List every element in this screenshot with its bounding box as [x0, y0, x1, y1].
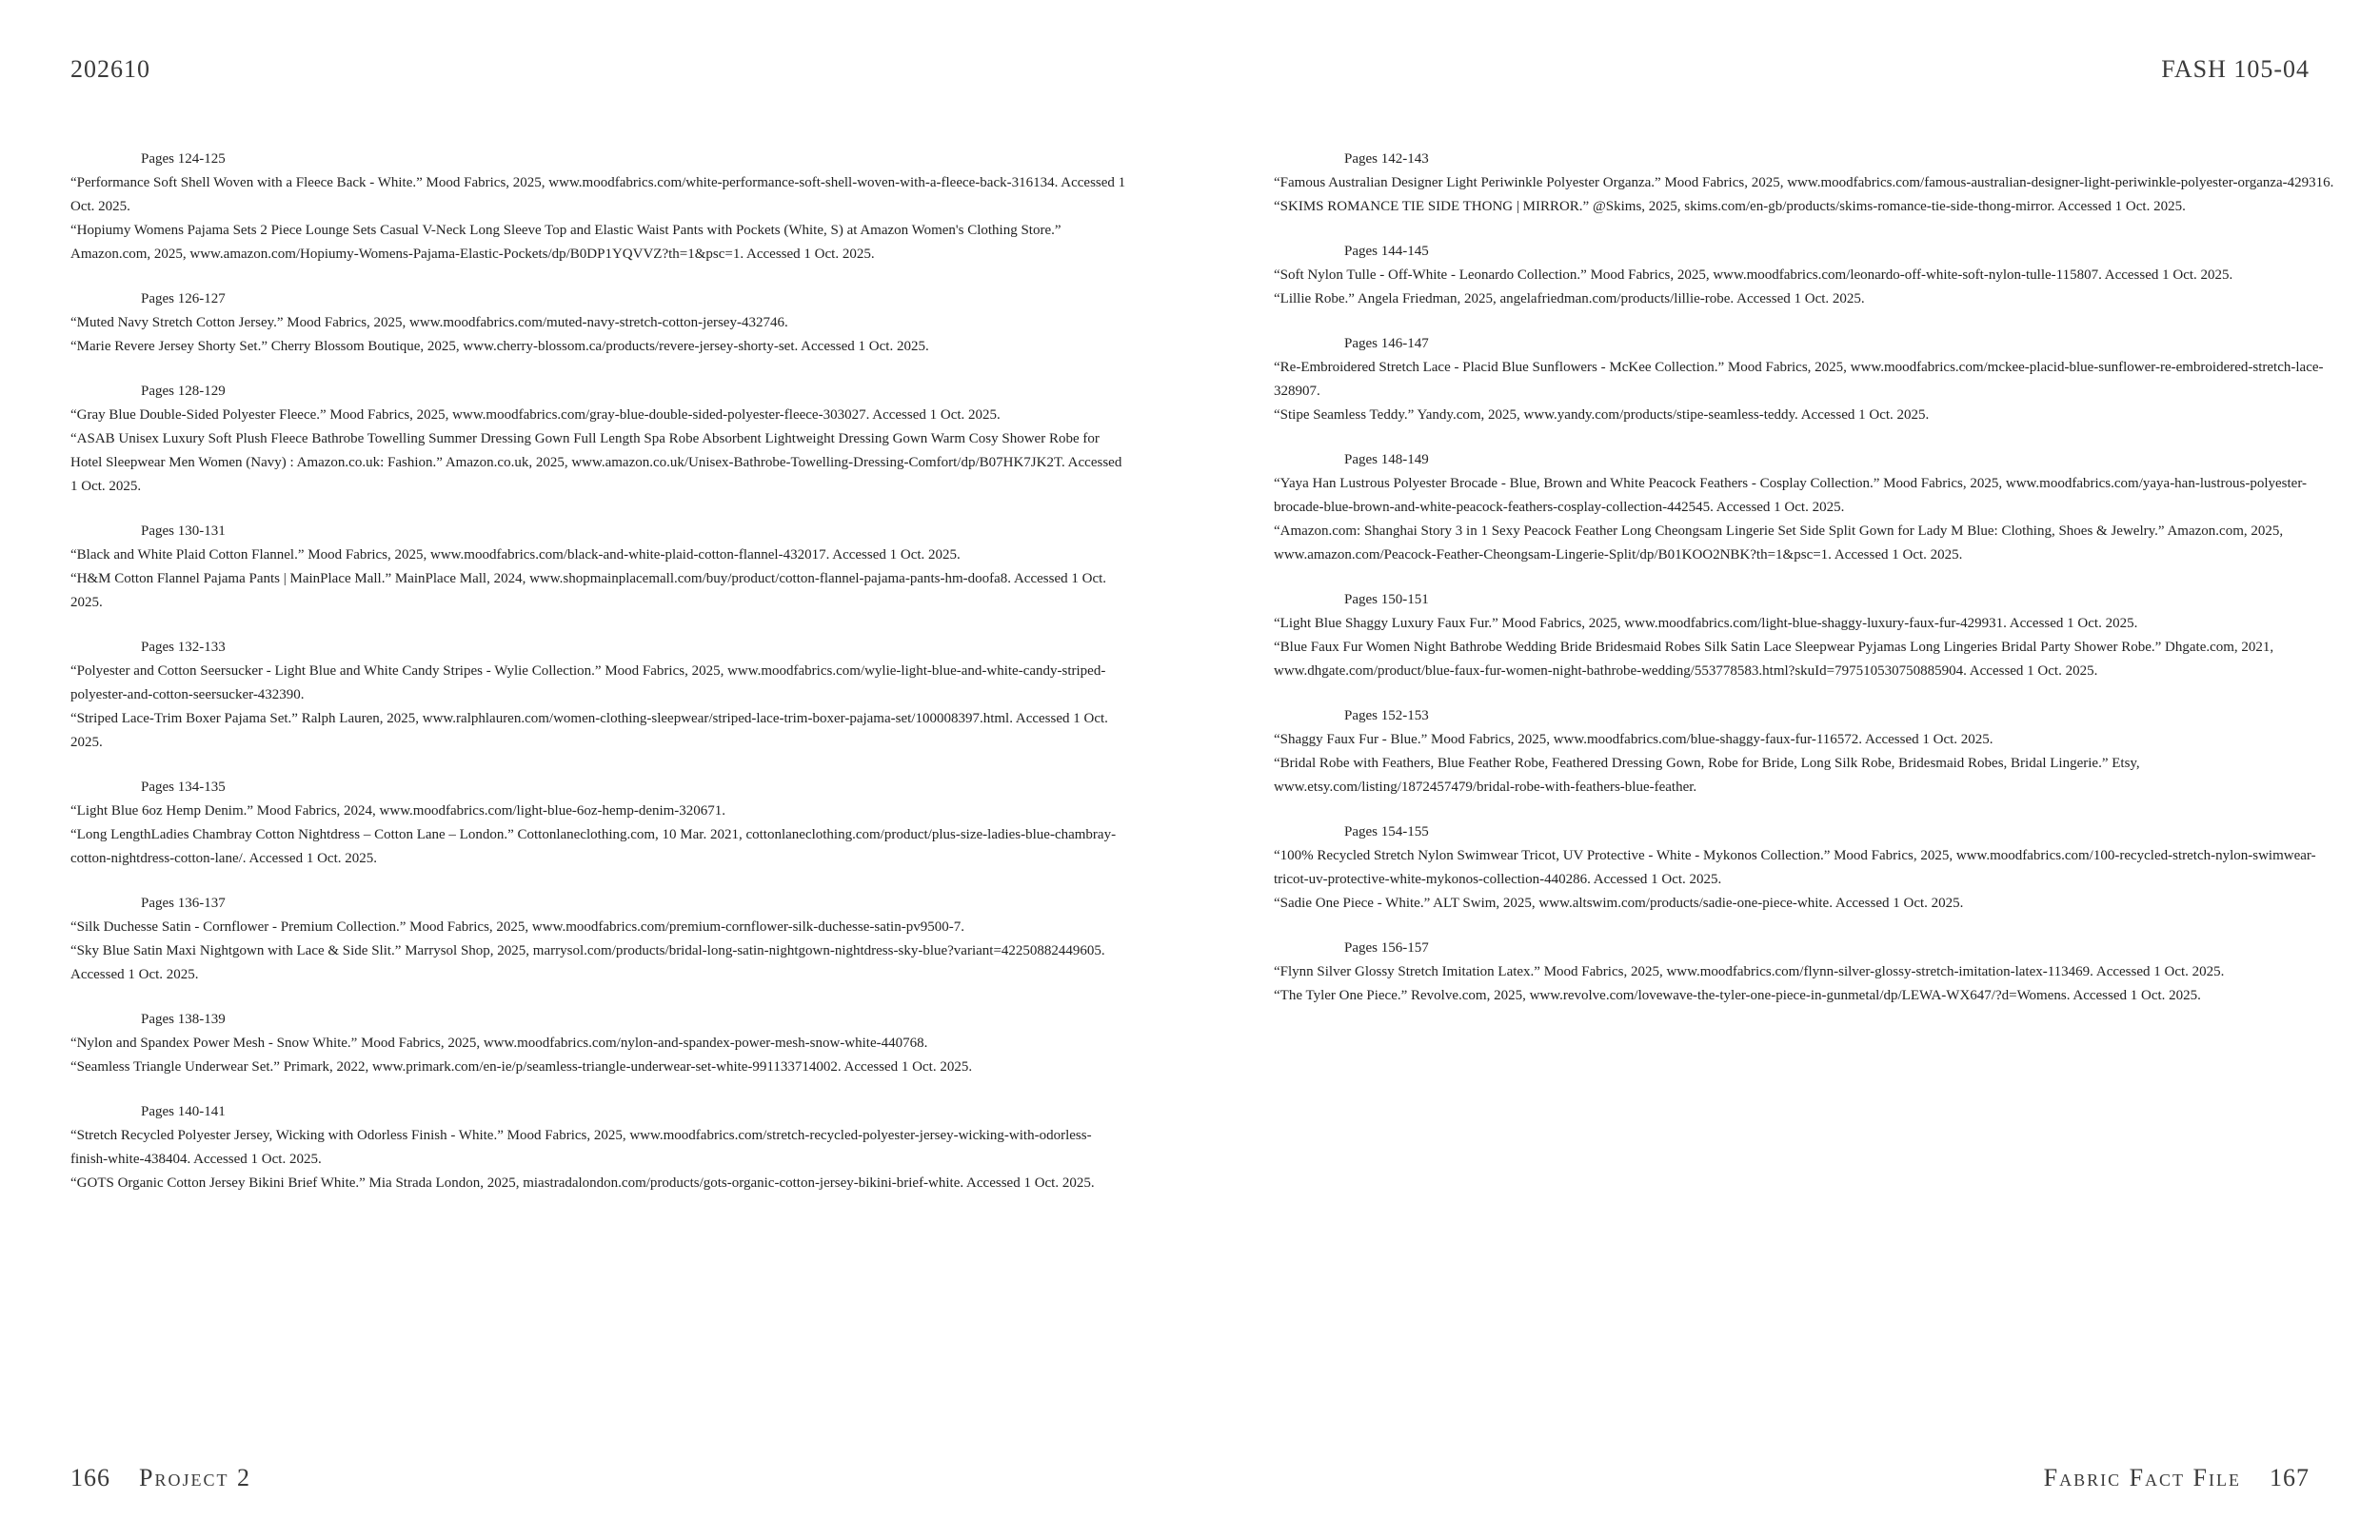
citation-group: [1274, 588, 2340, 683]
citation-entry: “Hopiumy Womens Pajama Sets 2 Piece Lounge Sets Casual V-Neck Long Sleeve Top and Elastic Waist Pants with Pockets (White, S) at Amazon Women's Clothing Store.” Amazon.com, 2025, www.amazon.com/Hopiumy-Womens-Pajama-Elastic-Pockets/dp/B0DP1YQVVZ?th=1&psc=1. Accessed 1 Oct. 2025.: [70, 223, 1061, 262]
footer-left: [70, 1464, 251, 1492]
citation-entry: “Sadie One Piece - White.” ALT Swim, 2025, www.altswim.com/products/sadie-one-piece-white. Accessed 1 Oct. 2025.: [1274, 896, 1964, 911]
pages-range-label: Pages 130-131: [141, 523, 226, 539]
citation-entry: “Light Blue 6oz Hemp Denim.” Mood Fabrics, 2024, www.moodfabrics.com/light-blue-6oz-hemp-denim-320671.: [70, 803, 726, 819]
citation-entry: “Polyester and Cotton Seersucker - Light Blue and White Candy Stripes - Wylie Collection.” Mood Fabrics, 2025, www.moodfabrics.com/wylie-light-blue-and-white-candy-striped-polyester-and-cotton-seersucker-432390.: [70, 663, 1106, 702]
citation-group: [70, 148, 1127, 267]
pages-range-label: Pages 134-135: [141, 780, 226, 795]
citation-entry: “Stipe Seamless Teddy.” Yandy.com, 2025, www.yandy.com/products/stipe-seamless-teddy. Accessed 1 Oct. 2025.: [1274, 407, 1930, 423]
citation-entry: “Blue Faux Fur Women Night Bathrobe Wedding Bride Bridesmaid Robes Silk Satin Lace Sleepwear Pyjamas Long Lingeries Bridal Party Shower Robe.” Dhgate.com, 2021, www.dhgate.com/product/blue-faux-fur-women-night-bathrobe-wedding/553778583.html?skuId=797510530750885904. Accessed 1 Oct. 2025.: [1274, 640, 2274, 679]
footer-right: [2044, 1464, 2310, 1492]
citation-entry: “Amazon.com: Shanghai Story 3 in 1 Sexy Peacock Feather Long Cheongsam Lingerie Set Side Split Gown for Lady M Blue: Clothing, Shoes & Jewelry.” Amazon.com, 2025, www.amazon.com/Peacock-Feather-Cheongsam-Lingerie-Split/dp/B01KOO2NBK?th=1&psc=1. Accessed 1 Oct. 2025.: [1274, 523, 2284, 563]
pages-range-label: Pages 150-151: [1344, 592, 1429, 607]
pages-range-label: Pages 138-139: [141, 1012, 226, 1027]
citation-entry: “Shaggy Faux Fur - Blue.” Mood Fabrics, 2025, www.moodfabrics.com/blue-shaggy-faux-fur-116572. Accessed 1 Oct. 2025.: [1274, 732, 1993, 747]
citation-entry: “Stretch Recycled Polyester Jersey, Wicking with Odorless Finish - White.” Mood Fabrics, 2025, www.moodfabrics.com/stretch-recycled-polyester-jersey-wicking-with-odorless-finish-white-438404. Accessed 1 Oct. 2025.: [70, 1128, 1092, 1167]
citation-group: [1274, 820, 2340, 916]
citation-group: [70, 287, 1127, 359]
page-number-right: 167: [2270, 1464, 2310, 1491]
citation-entry: “H&M Cotton Flannel Pajama Pants | MainPlace Mall.” MainPlace Mall, 2024, www.shopmainplacemall.com/buy/product/cotton-flannel-pajama-pants-hm-doofa8. Accessed 1 Oct. 2025.: [70, 571, 1107, 610]
left-page-citations: [70, 148, 1127, 1216]
citation-entry: “Performance Soft Shell Woven with a Fleece Back - White.” Mood Fabrics, 2025, www.moodfabrics.com/white-performance-soft-shell-woven-with-a-fleece-back-316134. Accessed 1 Oct. 2025.: [70, 175, 1126, 214]
citation-entry: “Bridal Robe with Feathers, Blue Feather Robe, Feathered Dressing Gown, Robe for Bride, Long Silk Robe, Bridesmaid Robes, Bridal Lingerie.” Etsy, www.etsy.com/listing/1872457479/bridal-robe-with-feathers-blue-feather.: [1274, 756, 2140, 795]
pages-range-label: Pages 146-147: [1344, 336, 1429, 351]
citation-entry: “The Tyler One Piece.” Revolve.com, 2025, www.revolve.com/lovewave-the-tyler-one-piece-in-gunmetal/dp/LEWA-WX647/?d=Womens. Accessed 1 Oct. 2025.: [1274, 988, 2201, 1003]
footer-section-label: Project 2: [139, 1464, 251, 1491]
citation-entry: “SKIMS ROMANCE TIE SIDE THONG | MIRROR.” @Skims, 2025, skims.com/en-gb/products/skims-romance-tie-side-thong-mirror. Accessed 1 Oct. 2025.: [1274, 199, 2186, 214]
pages-range-label: Pages 154-155: [1344, 824, 1429, 839]
citation-group: [1274, 937, 2340, 1008]
citation-entry: “Gray Blue Double-Sided Polyester Fleece.” Mood Fabrics, 2025, www.moodfabrics.com/gray-blue-double-sided-polyester-fleece-303027. Accessed 1 Oct. 2025.: [70, 407, 1001, 423]
citation-entry: “Sky Blue Satin Maxi Nightgown with Lace & Side Slit.” Marrysol Shop, 2025, marrysol.com/products/bridal-long-satin-nightgown-nightdress-sky-blue?variant=42250882449605. Accessed 1 Oct. 2025.: [70, 943, 1105, 982]
citation-group: [70, 520, 1127, 615]
citation-entry: “Re-Embroidered Stretch Lace - Placid Blue Sunflowers - McKee Collection.” Mood Fabrics, 2025, www.moodfabrics.com/mckee-placid-blue-sunflower-re-embroidered-stretch-lace-328907.: [1274, 360, 2324, 399]
pages-range-label: Pages 126-127: [141, 291, 226, 306]
citation-group: [70, 1100, 1127, 1195]
citation-entry: “Famous Australian Designer Light Periwinkle Polyester Organza.” Mood Fabrics, 2025, www.moodfabrics.com/famous-australian-designer-light-periwinkle-polyester-organza-429316.: [1274, 175, 2334, 190]
citation-entry: “Flynn Silver Glossy Stretch Imitation Latex.” Mood Fabrics, 2025, www.moodfabrics.com/flynn-silver-glossy-stretch-imitation-latex-113469. Accessed 1 Oct. 2025.: [1274, 964, 2225, 979]
citation-group: [70, 776, 1127, 871]
page-number-left: 166: [70, 1464, 110, 1491]
pages-range-label: Pages 140-141: [141, 1104, 226, 1119]
pages-range-label: Pages 152-153: [1344, 708, 1429, 723]
citation-group: [1274, 448, 2340, 567]
citation-entry: “ASAB Unisex Luxury Soft Plush Fleece Bathrobe Towelling Summer Dressing Gown Full Length Spa Robe Absorbent Lightweight Dressing Gown Warm Cosy Shower Robe for Hotel Sleepwear Men Women (Navy) : Amazon.co.uk: Fashion.” Amazon.co.uk, 2025, www.amazon.co.uk/Unisex-Bathrobe-Towelling-Dressing-Comfort/dp/B07HK7JK2T. Accessed 1 Oct. 2025.: [70, 431, 1122, 494]
citation-entry: “Marie Revere Jersey Shorty Set.” Cherry Blossom Boutique, 2025, www.cherry-blossom.ca/products/revere-jersey-shorty-set. Accessed 1 Oct. 2025.: [70, 339, 929, 354]
citation-entry: “Seamless Triangle Underwear Set.” Primark, 2022, www.primark.com/en-ie/p/seamless-triangle-underwear-set-white-991133714002. Accessed 1 Oct. 2025.: [70, 1059, 973, 1075]
citation-entry: “Black and White Plaid Cotton Flannel.” Mood Fabrics, 2025, www.moodfabrics.com/black-and-white-plaid-cotton-flannel-432017. Accessed 1 Oct. 2025.: [70, 547, 961, 563]
pages-range-label: Pages 156-157: [1344, 940, 1429, 956]
header-right-course: FASH 105-04: [2161, 55, 2310, 83]
citation-group: [1274, 148, 2340, 219]
citation-group: [70, 892, 1127, 987]
citation-group: [70, 380, 1127, 499]
pages-range-label: Pages 148-149: [1344, 452, 1429, 467]
citation-entry: “Yaya Han Lustrous Polyester Brocade - Blue, Brown and White Peacock Feathers - Cosplay Collection.” Mood Fabrics, 2025, www.moodfabrics.com/yaya-han-lustrous-polyester-brocade-blue-brown-and-white-peacock-feathers-cosplay-collection-442545. Accessed 1 Oct. 2025.: [1274, 476, 2308, 515]
header-left-code: 202610: [70, 55, 150, 83]
citation-entry: “Soft Nylon Tulle - Off-White - Leonardo Collection.” Mood Fabrics, 2025, www.moodfabrics.com/leonardo-off-white-soft-nylon-tulle-115807. Accessed 1 Oct. 2025.: [1274, 267, 2233, 283]
citation-entry: “Long LengthLadies Chambray Cotton Nightdress – Cotton Lane – London.” Cottonlaneclothing.com, 10 Mar. 2021, cottonlaneclothing.com/product/plus-size-ladies-blue-chambray-cotton-nightdress-cotton-lane/. Accessed 1 Oct. 2025.: [70, 827, 1117, 866]
citation-entry: “Striped Lace-Trim Boxer Pajama Set.” Ralph Lauren, 2025, www.ralphlauren.com/women-clothing-sleepwear/striped-lace-trim-boxer-pajama-set/100008397.html. Accessed 1 Oct. 2025.: [70, 711, 1108, 750]
pages-range-label: Pages 124-125: [141, 151, 226, 167]
citation-entry: “Light Blue Shaggy Luxury Faux Fur.” Mood Fabrics, 2025, www.moodfabrics.com/light-blue-shaggy-luxury-faux-fur-429931. Accessed 1 Oct. 2025.: [1274, 616, 2138, 631]
pages-range-label: Pages 132-133: [141, 640, 226, 655]
citation-group: [70, 636, 1127, 755]
citation-group: [1274, 332, 2340, 427]
citation-entry: “Nylon and Spandex Power Mesh - Snow White.” Mood Fabrics, 2025, www.moodfabrics.com/nylon-and-spandex-power-mesh-snow-white-440768.: [70, 1036, 928, 1051]
citation-group: [70, 1008, 1127, 1079]
pages-range-label: Pages 136-137: [141, 896, 226, 911]
pages-range-label: Pages 142-143: [1344, 151, 1429, 167]
footer-book-title: Fabric Fact File: [2043, 1464, 2241, 1491]
citation-entry: “Silk Duchesse Satin - Cornflower - Premium Collection.” Mood Fabrics, 2025, www.moodfabrics.com/premium-cornflower-silk-duchesse-satin-pv9500-7.: [70, 919, 964, 935]
citation-entry: “Muted Navy Stretch Cotton Jersey.” Mood Fabrics, 2025, www.moodfabrics.com/muted-navy-stretch-cotton-jersey-432746.: [70, 315, 788, 330]
pages-range-label: Pages 144-145: [1344, 244, 1429, 259]
citation-entry: “Lillie Robe.” Angela Friedman, 2025, angelafriedman.com/products/lillie-robe. Accessed 1 Oct. 2025.: [1274, 291, 1865, 306]
citation-group: [1274, 240, 2340, 311]
right-page-citations: [1274, 148, 2340, 1029]
pages-range-label: Pages 128-129: [141, 384, 226, 399]
citation-entry: “100% Recycled Stretch Nylon Swimwear Tricot, UV Protective - White - Mykonos Collection.” Mood Fabrics, 2025, www.moodfabrics.com/100-recycled-stretch-nylon-swimwear-tricot-uv-protective-white-mykonos-collection-440286. Accessed 1 Oct. 2025.: [1274, 848, 2316, 887]
citation-group: [1274, 704, 2340, 800]
citation-entry: “GOTS Organic Cotton Jersey Bikini Brief White.” Mia Strada London, 2025, miastradalondon.com/products/gots-organic-cotton-jersey-bikini-brief-white. Accessed 1 Oct. 2025.: [70, 1175, 1095, 1191]
